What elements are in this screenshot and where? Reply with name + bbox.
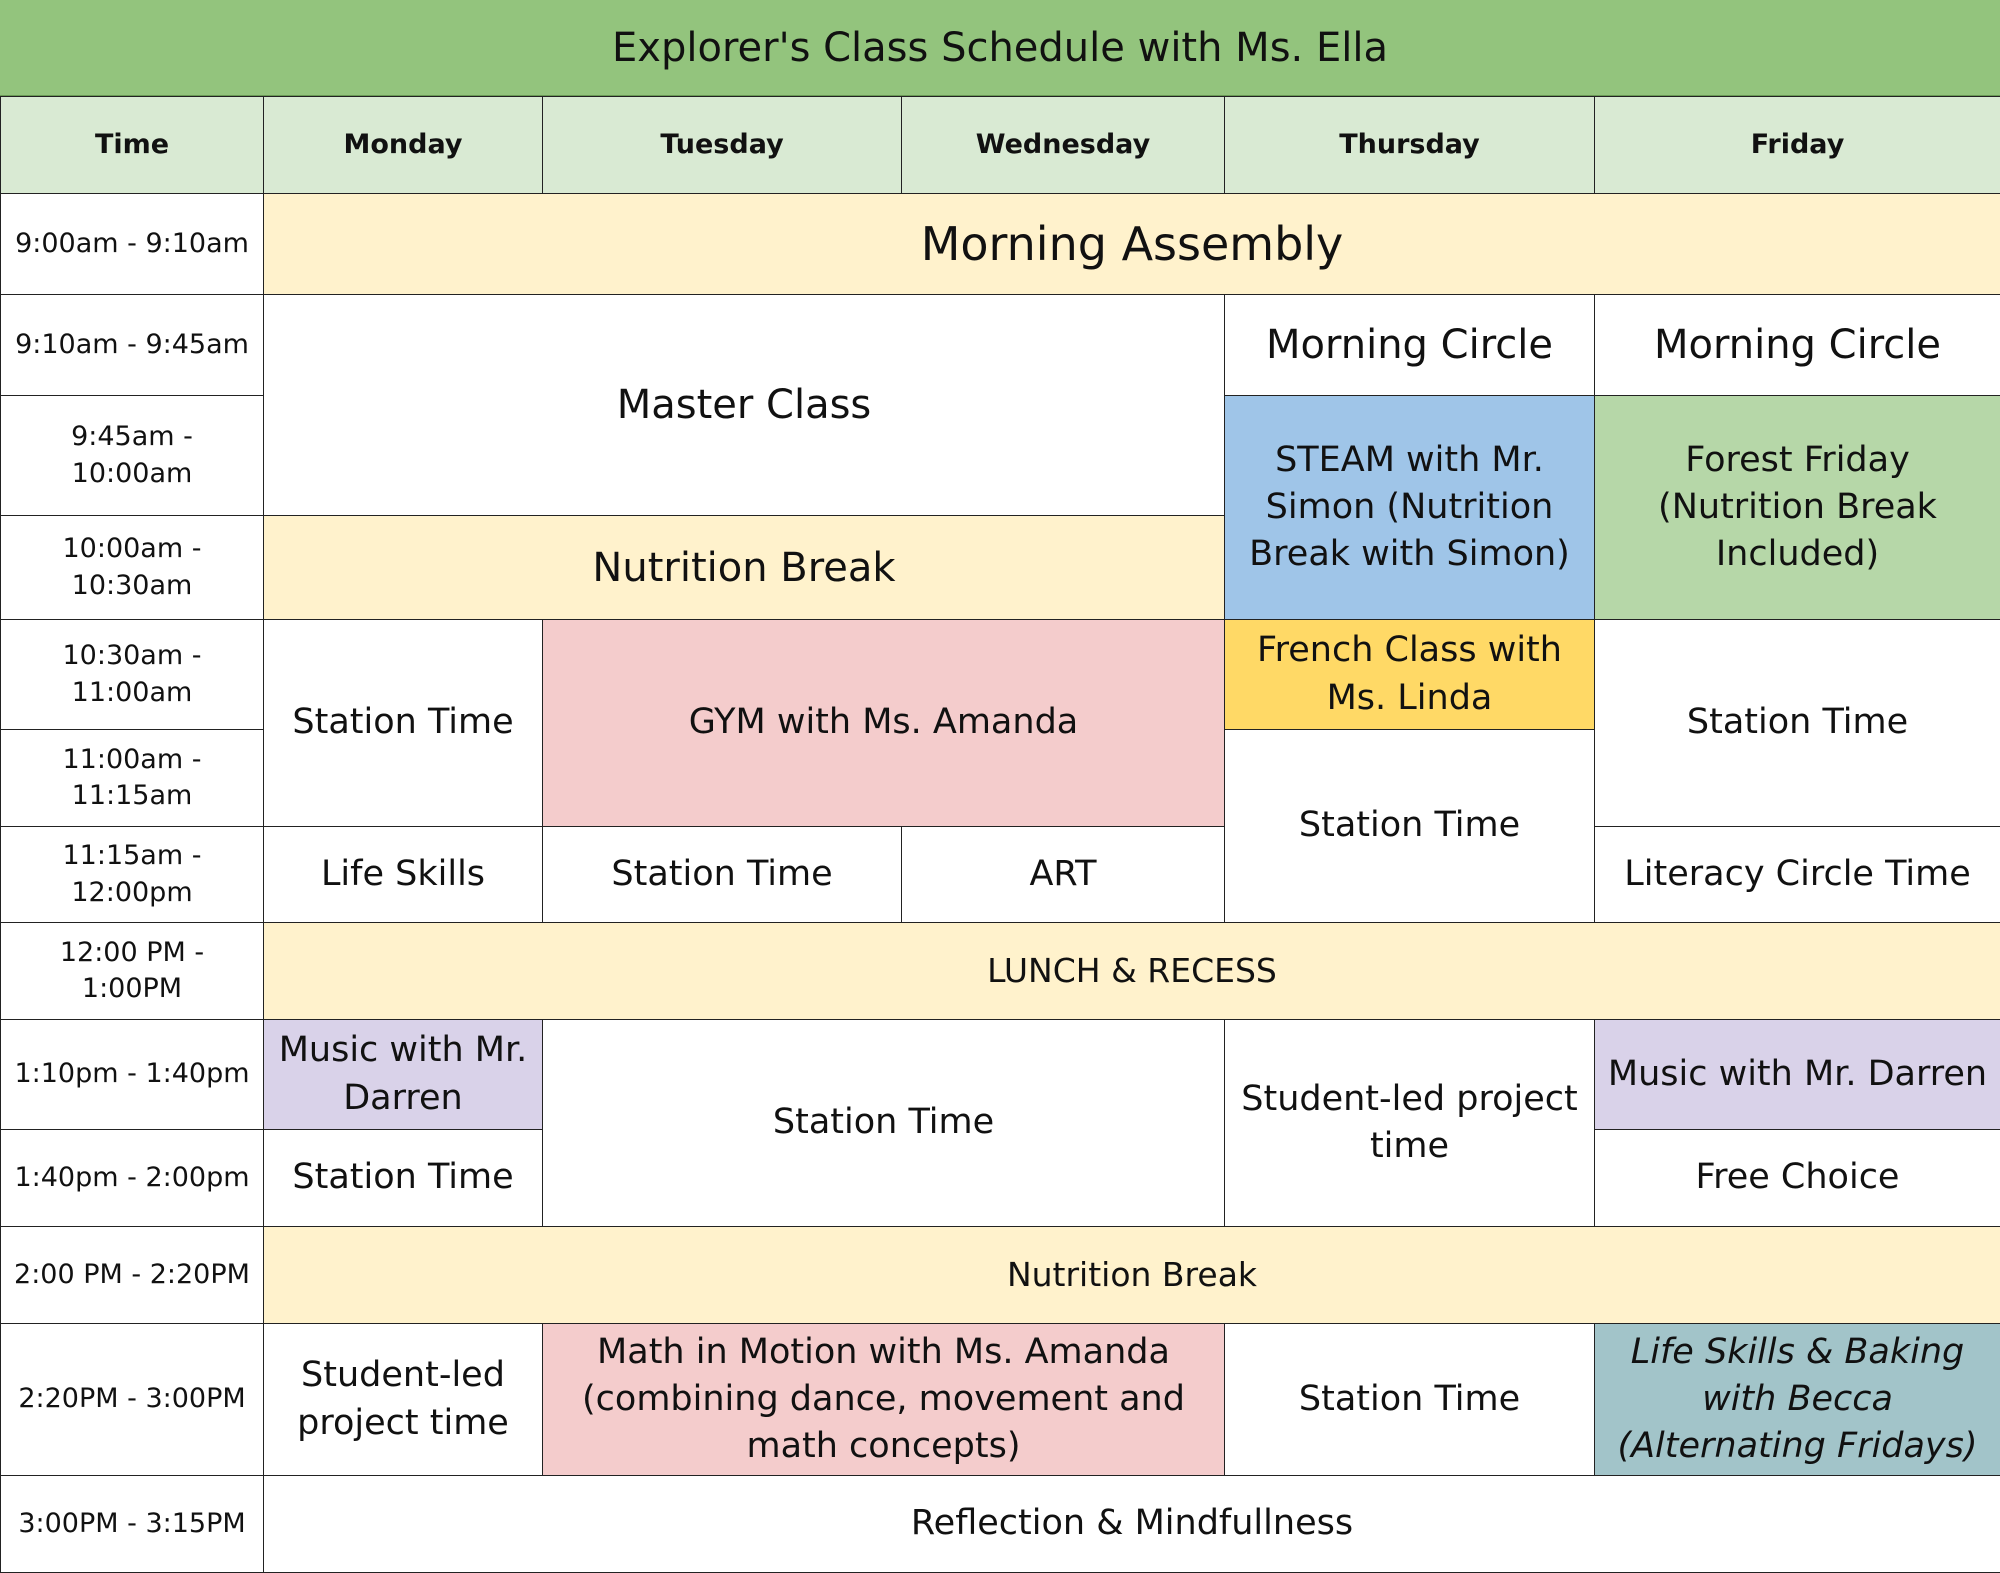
time-slot: 1:40pm - 2:00pm xyxy=(1,1130,264,1227)
time-slot: 10:00am - 10:30am xyxy=(1,516,264,620)
friday-station-am-cell: Station Time xyxy=(1595,620,2000,827)
table-row xyxy=(1,1324,2000,1476)
monday-station-am-cell: Station Time xyxy=(264,620,543,827)
time-slot: 12:00 PM - 1:00PM xyxy=(1,923,264,1020)
monday-student-led-cell: Student-led project time xyxy=(264,1324,543,1476)
header-wednesday: Wednesday xyxy=(902,97,1225,194)
wednesday-art-cell: ART xyxy=(902,827,1225,923)
nutrition-break-pm-cell: Nutrition Break xyxy=(264,1227,2000,1324)
table-row xyxy=(1,295,2000,396)
thursday-student-led-cell: Student-led project time xyxy=(1225,1020,1595,1227)
time-slot: 2:00 PM - 2:20PM xyxy=(1,1227,264,1324)
schedule-title: Explorer's Class Schedule with Ms. Ella xyxy=(0,0,2000,96)
table-row xyxy=(1,620,2000,730)
header-row xyxy=(1,97,2000,194)
header-friday: Friday xyxy=(1595,97,2000,194)
time-slot: 1:10pm - 1:40pm xyxy=(1,1020,264,1130)
thursday-morning-circle-cell: Morning Circle xyxy=(1225,295,1595,396)
header-thursday: Thursday xyxy=(1225,97,1595,194)
time-slot: 3:00PM - 3:15PM xyxy=(1,1476,264,1573)
nutrition-break-am-cell: Nutrition Break xyxy=(264,516,1225,620)
table-row xyxy=(1,194,2000,295)
time-slot: 11:15am - 12:00pm xyxy=(1,827,264,923)
time-slot: 11:00am - 11:15am xyxy=(1,730,264,827)
friday-literacy-cell: Literacy Circle Time xyxy=(1595,827,2000,923)
table-row xyxy=(1,827,2000,923)
friday-baking-cell: Life Skills & Baking with Becca (Alternating Fridays) xyxy=(1595,1324,2000,1476)
thursday-station-am-cell: Station Time xyxy=(1225,730,1595,923)
friday-morning-circle-cell: Morning Circle xyxy=(1595,295,2000,396)
time-slot: 9:45am - 10:00am xyxy=(1,396,264,516)
master-class-cell: Master Class xyxy=(264,295,1225,516)
time-slot: 9:00am - 9:10am xyxy=(1,194,264,295)
monday-station-pm-cell: Station Time xyxy=(264,1130,543,1227)
header-monday: Monday xyxy=(264,97,543,194)
header-time: Time xyxy=(1,97,264,194)
time-slot: 10:30am - 11:00am xyxy=(1,620,264,730)
tuesday-station-cell: Station Time xyxy=(543,827,902,923)
time-slot: 2:20PM - 3:00PM xyxy=(1,1324,264,1476)
morning-assembly-cell: Morning Assembly xyxy=(264,194,2000,295)
math-in-motion-cell: Math in Motion with Ms. Amanda (combining dance, movement and math concepts) xyxy=(543,1324,1225,1476)
reflection-cell: Reflection & Mindfullness xyxy=(264,1476,2000,1573)
monday-life-skills-cell: Life Skills xyxy=(264,827,543,923)
time-slot: 9:10am - 9:45am xyxy=(1,295,264,396)
friday-forest-cell: Forest Friday (Nutrition Break Included) xyxy=(1595,396,2000,620)
table-row xyxy=(1,1020,2000,1130)
thursday-french-cell: French Class with Ms. Linda xyxy=(1225,620,1595,730)
thursday-steam-cell: STEAM with Mr. Simon (Nutrition Break with Simon) xyxy=(1225,396,1595,620)
monday-music-cell: Music with Mr. Darren xyxy=(264,1020,543,1130)
gym-cell: GYM with Ms. Amanda xyxy=(543,620,1225,827)
thursday-station-late-cell: Station Time xyxy=(1225,1324,1595,1476)
tue-wed-station-pm-cell: Station Time xyxy=(543,1020,1225,1227)
table-row xyxy=(1,1227,2000,1324)
lunch-recess-cell: LUNCH & RECESS xyxy=(264,923,2000,1020)
friday-music-cell: Music with Mr. Darren xyxy=(1595,1020,2000,1130)
header-tuesday: Tuesday xyxy=(543,97,902,194)
table-row xyxy=(1,923,2000,1020)
schedule-table xyxy=(0,96,2000,1573)
friday-free-choice-cell: Free Choice xyxy=(1595,1130,2000,1227)
table-row xyxy=(1,1476,2000,1573)
